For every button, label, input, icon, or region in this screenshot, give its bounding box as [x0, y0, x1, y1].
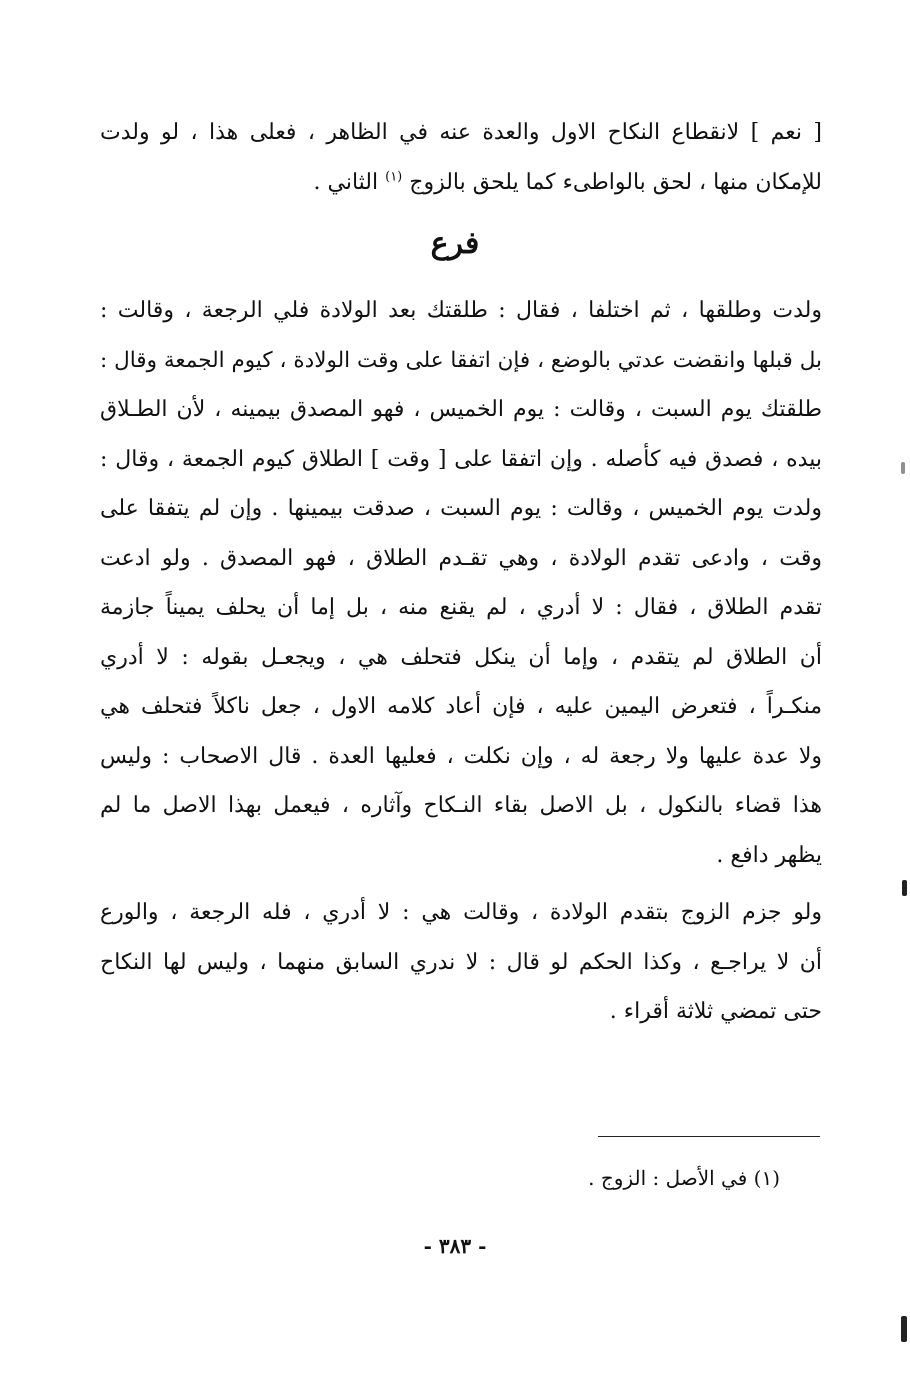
text-line: ولدت وطلقها ، ثم اختلفا ، فقال : طلقتك بعد الولادة فلي الرجعة ، وقالت : [100, 298, 822, 323]
text-line: تقدم الطلاق ، فقال : لا أدري ، لم يقنع منه ، بل إما أن يحلف يميناً جازمة [100, 595, 822, 620]
section-heading: فرع [430, 226, 480, 261]
paragraph-final [100, 888, 822, 1037]
text-fragment: للإمكان منها ، لحق بالواطىء كما يلحق بالزوج [409, 169, 822, 195]
text-line: هذا قضاء بالنكول ، بل الاصل بقاء النـكاح وآثاره ، فيعمل بهذا الاصل ما لم [100, 793, 822, 818]
text-line: بل قبلها وانقضت عدتي بالوضع ، فإن اتفقا على وقت الولادة ، كيوم الجمعة وقال : [100, 347, 822, 373]
text-line: حتى تمضي ثلاثة أقراء . [609, 999, 822, 1024]
scan-edge-mark [901, 462, 905, 474]
text-fragment: الثاني . [313, 169, 379, 195]
text-line: أن الطلاق لم يتقدم ، وإما أن ينكل فتحلف هي ، ويجعـل بقوله : لا أدري [100, 644, 822, 670]
text-line: طلقتك يوم السبت ، وقالت : يوم الخميس ، فهو المصدق بيمينه ، لأن الطـلاق [100, 397, 822, 422]
footnote-divider [598, 1136, 820, 1137]
text-line: ولا عدة عليها ولا رجعة له ، وإن نكلت ، فعليها العدة . قال الاصحاب : وليس [100, 743, 822, 769]
text-line [100, 158, 822, 208]
text-line: أن لا يراجـع ، وكذا الحكم لو قال : لا ندري السابق منهما ، وليس لها النكاح [100, 949, 822, 975]
text-line: وقت ، وادعى تقدم الولادة ، وهي تقـدم الطلاق ، فهو المصدق . ولو ادعت [100, 545, 822, 571]
footnote-reference: (١) [385, 169, 403, 185]
paragraph-main [100, 286, 822, 880]
scan-edge-mark [901, 1316, 907, 1342]
text-line: منكـراً ، فتعرض اليمين عليه ، فإن أعاد كلامه الاول ، جعل ناكلاً فتحلف هي [100, 694, 822, 719]
paragraph-continuation [100, 108, 822, 207]
text-line: ولدت يوم الخميس ، وقالت : يوم السبت ، صدقت بيمينها . وإن لم يتفقا على [100, 496, 822, 521]
text-line: [ نعم ] لانقطاع النكاح الاول والعدة عنه في الظاهر ، فعلى هذا ، لو ولدت [100, 120, 822, 145]
text-line: بيده ، فصدق فيه كأصله . وإن اتفقا على [ وقت ] الطلاق كيوم الجمعة ، وقال : [100, 446, 822, 472]
scan-edge-mark [902, 880, 907, 896]
footnote: (١) في الأصل : الزوج . [588, 1166, 780, 1190]
text-line: ولو جزم الزوج بتقدم الولادة ، وقالت هي : لا أدري ، فله الرجعة ، والورع [100, 900, 822, 925]
page-number: - ٣٨٣ - [423, 1234, 487, 1258]
text-line: يظهر دافع . [716, 842, 822, 868]
